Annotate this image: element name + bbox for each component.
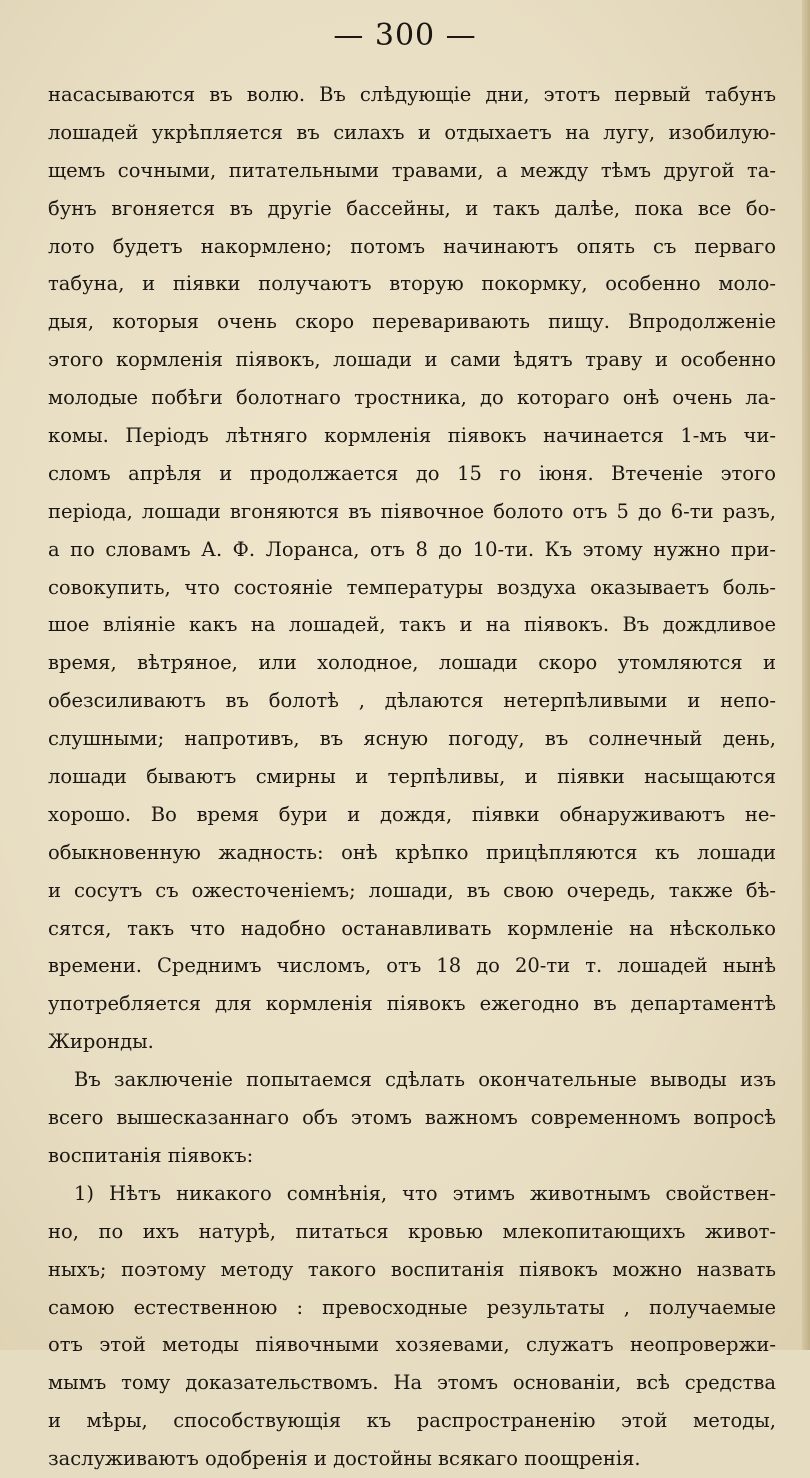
text-line: самою естественною : превосходные результаты , получаемые <box>48 1295 776 1319</box>
text-line: слушными; напротивъ, въ ясную погоду, въ солнечный день, <box>48 727 776 751</box>
text-line: и сосутъ съ ожесточеніемъ; лошади, въ свою очередь, также бѣ- <box>48 878 776 902</box>
text-line: обезсиливаютъ въ болотѣ , дѣлаются нетерпѣливыми и непо- <box>48 689 776 713</box>
text-line: совокупить, что состояніе температуры воздуха оказываетъ боль- <box>48 575 776 599</box>
text-line: но, по ихъ натурѣ, питаться кровью млекопитающихъ живот- <box>48 1219 776 1243</box>
text-line: сятся, такъ что надобно останавливать кормленіе на нѣсколько <box>48 916 776 940</box>
text-line: употребляется для кормленія піявокъ ежегодно въ департаментѣ <box>48 992 776 1016</box>
text-line: лошадей укрѣпляется въ силахъ и отдыхаетъ на лугу, изобилую- <box>48 120 776 144</box>
text-line: хорошо. Во время бури и дождя, піявки обнаруживаютъ не- <box>48 802 776 826</box>
text-line: Жиронды. <box>48 1030 154 1054</box>
text-line: насасываются въ волю. Въ слѣдующіе дни, этотъ первый табунъ <box>48 83 776 106</box>
text-line: лото будетъ накормлено; потомъ начинаютъ опять съ перваго <box>48 234 776 258</box>
text-line: отъ этой методы піявочными хозяевами, служатъ неопровержи- <box>48 1333 776 1357</box>
text-line: этого кормленія піявокъ, лошади и сами ѣдятъ траву и особенно <box>48 348 776 372</box>
text-line: сломъ апрѣля и продолжается до 15 го іюня. Втеченіе этого <box>48 461 776 485</box>
body-text <box>48 76 776 1478</box>
text-line: ныхъ; поэтому методу такого воспитанія піявокъ можно назвать <box>48 1257 776 1281</box>
text-line: 1) Нѣтъ никакого сомнѣнія, что этимъ животнымъ свойствен- <box>74 1181 776 1205</box>
page-number: — 300 — <box>333 18 477 53</box>
text-line: періода, лошади вгоняются въ піявочное болото отъ 5 до 6-ти разъ, <box>48 499 776 523</box>
text-line: табуна, и піявки получаютъ вторую покормку, особенно моло- <box>48 272 776 296</box>
text-line: молодые побѣги болотнаго тростника, до котораго онѣ очень ла- <box>48 386 776 410</box>
text-line: комы. Періодъ лѣтняго кормленія піявокъ начинается 1-мъ чи- <box>48 424 776 448</box>
text-line: а по словамъ А. Ф. Лоранса, отъ 8 до 10-ти. Къ этому нужно при- <box>48 537 776 561</box>
text-line: бунъ вгоняется въ другіе бассейны, и такъ далѣе, пока все бо- <box>48 196 776 220</box>
text-line: обыкновенную жадность: онѣ крѣпко прицѣпляются къ лошади <box>48 840 776 864</box>
page-edge <box>802 0 810 1350</box>
text-line: мымъ тому доказательствомъ. На этомъ основаніи, всѣ средства <box>48 1371 776 1395</box>
text-line: воспитанія піявокъ: <box>48 1143 254 1167</box>
text-line: заслуживаютъ одобренія и достойны всякаго поощренія. <box>48 1447 641 1471</box>
text-line: времени. Среднимъ числомъ, отъ 18 до 20-ти т. лошадей нынѣ <box>48 954 776 978</box>
text-line: и мѣры, способствующія къ распространенію этой методы, <box>48 1409 776 1433</box>
text-line: лошади бываютъ смирны и терпѣливы, и піявки насыщаются <box>48 765 776 789</box>
text-line: дыя, которыя очень скоро переваривають пищу. Впродолженіе <box>48 310 776 334</box>
text-line: Въ заключеніе попытаемся сдѣлать окончательные выводы изъ <box>74 1068 776 1092</box>
text-line: шое вліяніе какъ на лошадей, такъ и на піявокъ. Въ дождливое <box>48 613 776 637</box>
text-line: время, вѣтряное, или холодное, лошади скоро утомляются и <box>48 651 776 675</box>
text-line: щемъ сочными, питательными травами, а между тѣмъ другой та- <box>48 158 776 182</box>
text-line: всего вышесказаннаго объ этомъ важномъ современномъ вопросѣ <box>48 1106 776 1130</box>
